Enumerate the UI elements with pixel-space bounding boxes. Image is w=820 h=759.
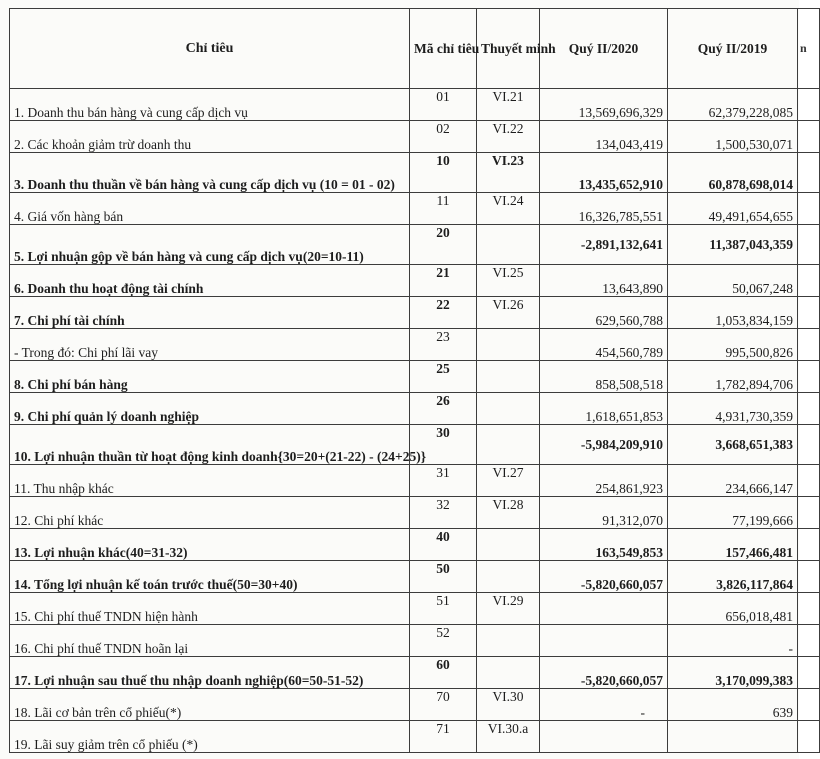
row-code: 51 xyxy=(410,593,477,625)
row-indicator: - Trong đó: Chi phí lãi vay xyxy=(10,329,410,361)
row-q2-2020: 629,560,788 xyxy=(540,297,668,329)
row-code: 60 xyxy=(410,657,477,689)
row-cut-cell xyxy=(798,425,820,465)
row-cut-cell xyxy=(798,89,820,121)
row-cut-cell xyxy=(798,225,820,265)
table-row xyxy=(10,89,820,121)
table-header-row xyxy=(10,9,820,89)
row-note xyxy=(477,625,540,657)
row-note xyxy=(477,425,540,465)
row-cut-cell xyxy=(798,329,820,361)
row-code: 31 xyxy=(410,465,477,497)
row-note: VI.21 xyxy=(477,89,540,121)
table-row xyxy=(10,193,820,225)
row-code: 26 xyxy=(410,393,477,425)
row-code: 30 xyxy=(410,425,477,465)
row-cut-cell xyxy=(798,497,820,529)
row-q2-2019: 4,931,730,359 xyxy=(668,393,798,425)
row-indicator: 8. Chi phí bán hàng xyxy=(10,361,410,393)
row-q2-2019 xyxy=(668,721,798,753)
row-q2-2020: 163,549,853 xyxy=(540,529,668,561)
row-cut-cell xyxy=(798,657,820,689)
row-cut-cell xyxy=(798,153,820,193)
row-indicator: 19. Lãi suy giảm trên cổ phiếu (*) xyxy=(10,721,410,753)
row-code: 70 xyxy=(410,689,477,721)
table-row xyxy=(10,329,820,361)
row-note: VI.30.a xyxy=(477,721,540,753)
row-code: 23 xyxy=(410,329,477,361)
table-row xyxy=(10,721,820,753)
row-q2-2020: 91,312,070 xyxy=(540,497,668,529)
row-cut-cell xyxy=(798,265,820,297)
row-q2-2019: 11,387,043,359 xyxy=(668,225,798,265)
row-indicator: 15. Chi phí thuế TNDN hiện hành xyxy=(10,593,410,625)
row-q2-2020: -5,984,209,910 xyxy=(540,425,668,465)
row-q2-2020 xyxy=(540,721,668,753)
row-q2-2020: -2,891,132,641 xyxy=(540,225,668,265)
row-q2-2020: -5,820,660,057 xyxy=(540,561,668,593)
income-statement-table xyxy=(9,8,820,753)
row-indicator: 2. Các khoản giảm trừ doanh thu xyxy=(10,121,410,153)
row-code: 11 xyxy=(410,193,477,225)
row-q2-2020: -5,820,660,057 xyxy=(540,657,668,689)
row-code: 20 xyxy=(410,225,477,265)
row-indicator: 9. Chi phí quản lý doanh nghiệp xyxy=(10,393,410,425)
row-q2-2019: 3,668,651,383 xyxy=(668,425,798,465)
header-cut-text: n xyxy=(800,41,807,55)
table-row xyxy=(10,425,820,465)
table-row xyxy=(10,297,820,329)
row-q2-2019: 157,466,481 xyxy=(668,529,798,561)
row-code: 25 xyxy=(410,361,477,393)
row-indicator: 14. Tổng lợi nhuận kế toán trước thuế(50=30+40) xyxy=(10,561,410,593)
table-row xyxy=(10,593,820,625)
row-q2-2019: 995,500,826 xyxy=(668,329,798,361)
row-code: 32 xyxy=(410,497,477,529)
row-code: 50 xyxy=(410,561,477,593)
row-code: 40 xyxy=(410,529,477,561)
row-cut-cell xyxy=(798,689,820,721)
row-indicator: 13. Lợi nhuận khác(40=31-32) xyxy=(10,529,410,561)
table-row xyxy=(10,361,820,393)
row-q2-2019: 49,491,654,655 xyxy=(668,193,798,225)
row-indicator: 16. Chi phí thuế TNDN hoãn lại xyxy=(10,625,410,657)
row-q2-2019: 62,379,228,085 xyxy=(668,89,798,121)
header-q2-2019: Quý II/2019 xyxy=(668,9,798,89)
header-indicator: Chỉ tiêu xyxy=(10,9,410,89)
row-note xyxy=(477,225,540,265)
row-cut-cell xyxy=(798,561,820,593)
row-indicator: 17. Lợi nhuận sau thuế thu nhập doanh nghiệp(60=50-51-52) xyxy=(10,657,410,689)
row-q2-2020: 1,618,651,853 xyxy=(540,393,668,425)
row-cut-cell xyxy=(798,625,820,657)
row-q2-2019: 234,666,147 xyxy=(668,465,798,497)
header-q2-2020: Quý II/2020 xyxy=(540,9,668,89)
row-note: VI.27 xyxy=(477,465,540,497)
row-cut-cell xyxy=(798,121,820,153)
table-row xyxy=(10,265,820,297)
row-indicator: 4. Giá vốn hàng bán xyxy=(10,193,410,225)
row-cut-cell xyxy=(798,593,820,625)
table-row xyxy=(10,153,820,193)
row-q2-2020: 134,043,419 xyxy=(540,121,668,153)
row-indicator: 5. Lợi nhuận gộp về bán hàng và cung cấp dịch vụ(20=10-11) xyxy=(10,225,410,265)
row-q2-2019: 77,199,666 xyxy=(668,497,798,529)
row-indicator: 18. Lãi cơ bản trên cổ phiếu(*) xyxy=(10,689,410,721)
row-code: 02 xyxy=(410,121,477,153)
row-note xyxy=(477,657,540,689)
row-q2-2020: 13,569,696,329 xyxy=(540,89,668,121)
row-cut-cell xyxy=(798,529,820,561)
row-indicator: 12. Chi phí khác xyxy=(10,497,410,529)
header-cut-column xyxy=(798,9,820,89)
row-indicator: 3. Doanh thu thuần về bán hàng và cung cấp dịch vụ (10 = 01 - 02) xyxy=(10,153,410,193)
row-indicator: 1. Doanh thu bán hàng và cung cấp dịch vụ xyxy=(10,89,410,121)
row-cut-cell xyxy=(798,361,820,393)
row-cut-cell xyxy=(798,721,820,753)
row-note xyxy=(477,329,540,361)
row-cut-cell xyxy=(798,297,820,329)
row-note xyxy=(477,393,540,425)
row-q2-2020: 16,326,785,551 xyxy=(540,193,668,225)
table-row xyxy=(10,561,820,593)
row-q2-2019: - xyxy=(668,625,798,657)
table-row xyxy=(10,497,820,529)
row-indicator: 6. Doanh thu hoạt động tài chính xyxy=(10,265,410,297)
row-q2-2019: 3,826,117,864 xyxy=(668,561,798,593)
row-q2-2019: 656,018,481 xyxy=(668,593,798,625)
table-row xyxy=(10,625,820,657)
table-row xyxy=(10,657,820,689)
row-indicator: 10. Lợi nhuận thuần từ hoạt động kinh doanh{30=20+(21-22) - (24+25)} xyxy=(10,425,410,465)
row-note xyxy=(477,561,540,593)
row-q2-2019: 639 xyxy=(668,689,798,721)
header-code: Mã chỉ tiêu xyxy=(410,9,477,89)
row-code: 52 xyxy=(410,625,477,657)
row-note: VI.26 xyxy=(477,297,540,329)
table-row xyxy=(10,393,820,425)
row-code: 71 xyxy=(410,721,477,753)
row-q2-2020: 13,435,652,910 xyxy=(540,153,668,193)
row-q2-2020 xyxy=(540,593,668,625)
row-q2-2019: 60,878,698,014 xyxy=(668,153,798,193)
row-cut-cell xyxy=(798,393,820,425)
header-note: Thuyết minh xyxy=(477,9,540,89)
row-q2-2020: 454,560,789 xyxy=(540,329,668,361)
row-code: 21 xyxy=(410,265,477,297)
row-note: VI.22 xyxy=(477,121,540,153)
row-q2-2020 xyxy=(540,625,668,657)
row-code: 01 xyxy=(410,89,477,121)
row-q2-2019: 3,170,099,383 xyxy=(668,657,798,689)
row-note: VI.24 xyxy=(477,193,540,225)
row-note xyxy=(477,529,540,561)
row-note: VI.28 xyxy=(477,497,540,529)
row-note: VI.29 xyxy=(477,593,540,625)
row-q2-2020: 254,861,923 xyxy=(540,465,668,497)
row-note: VI.30 xyxy=(477,689,540,721)
row-q2-2020: 13,643,890 xyxy=(540,265,668,297)
row-note xyxy=(477,361,540,393)
row-q2-2019: 1,053,834,159 xyxy=(668,297,798,329)
row-indicator: 11. Thu nhập khác xyxy=(10,465,410,497)
table-row xyxy=(10,465,820,497)
row-q2-2020: - xyxy=(540,689,668,721)
table-row xyxy=(10,689,820,721)
row-cut-cell xyxy=(798,193,820,225)
row-q2-2019: 1,500,530,071 xyxy=(668,121,798,153)
row-cut-cell xyxy=(798,465,820,497)
row-q2-2019: 1,782,894,706 xyxy=(668,361,798,393)
row-note: VI.23 xyxy=(477,153,540,193)
table-row xyxy=(10,121,820,153)
row-q2-2020: 858,508,518 xyxy=(540,361,668,393)
row-indicator: 7. Chi phí tài chính xyxy=(10,297,410,329)
row-code: 22 xyxy=(410,297,477,329)
table-row xyxy=(10,225,820,265)
row-note: VI.25 xyxy=(477,265,540,297)
table-row xyxy=(10,529,820,561)
row-q2-2019: 50,067,248 xyxy=(668,265,798,297)
row-code: 10 xyxy=(410,153,477,193)
